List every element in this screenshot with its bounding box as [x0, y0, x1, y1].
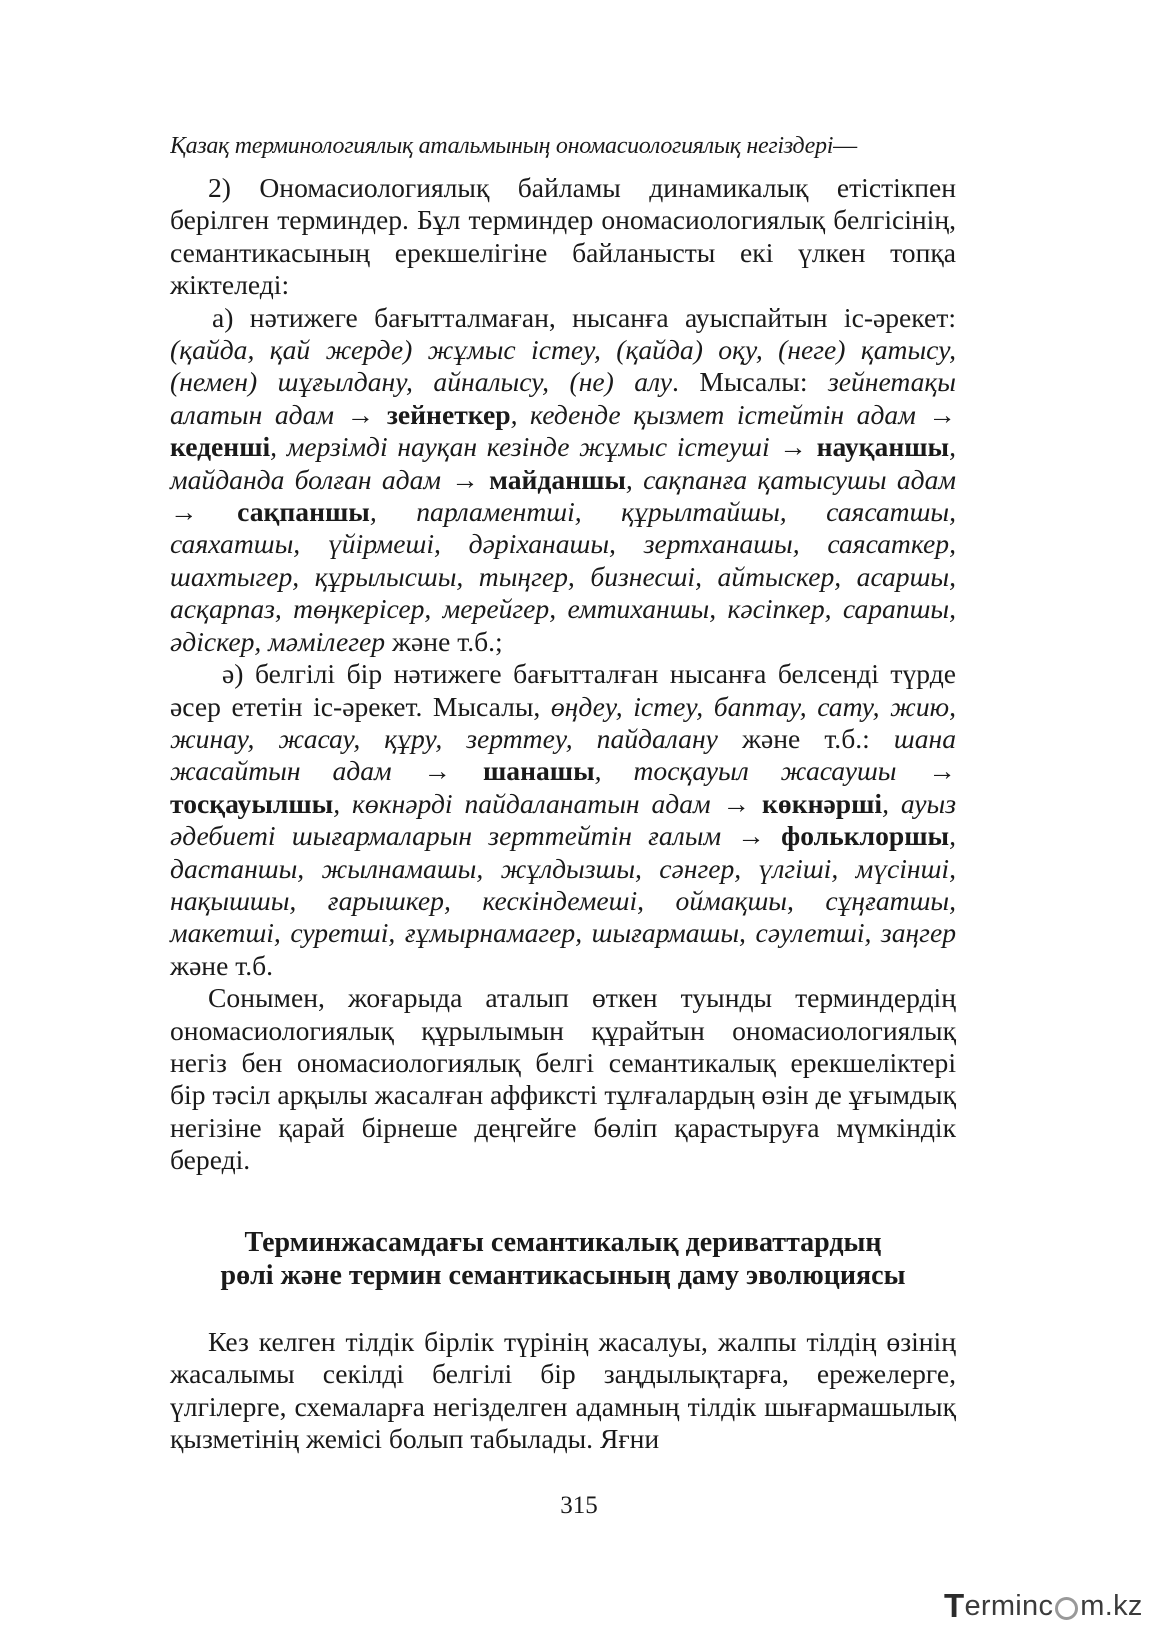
section-heading-line-1: Терминжасамдағы семантикалық дериваттардың [244, 1227, 882, 1258]
bold-term: шанашы [483, 755, 595, 787]
paragraph-ae [170, 658, 956, 982]
text-span: және т.б. [170, 949, 274, 981]
text-span: а) нәтижеге бағытталмаған, нысанға ауыспайтын іс-әрекет: [212, 301, 956, 333]
site-watermark [944, 1588, 1144, 1624]
watermark-t: T [944, 1587, 965, 1624]
italic-span: (қайда, қай жерде) жұмыс істеу, (қайда) оқу, (неге) қатысу, (немен) шұғылдану, айналысу, (не) алу [170, 334, 956, 398]
italic-span: , ауыз әдебиеті шығармаларын зерттейтін ғалым → [170, 787, 956, 852]
running-head-dash: — [833, 133, 857, 159]
italic-span: шана жасайтын адам → [170, 722, 956, 787]
paragraph-2: 2) Ономасиологиялық байламы динамикалық етістікпен берілген терминдер. Бұл терминдер ономасиологиялық белгісінің, семантикасының ерекшелігіне байланысты екі үлкен топқа жіктеледі: [170, 172, 956, 301]
italic-span: , кеденде қызмет істейтін адам → [510, 398, 957, 430]
magnifier-icon [1055, 1597, 1078, 1620]
italic-span: , тосқауыл жасаушы → [594, 755, 956, 787]
italic-span: , мерзімді науқан кезінде жұмыс істеуші → [270, 431, 817, 463]
section-heading-line-2: рөлі және термин семантикасының даму эволюциясы [220, 1260, 906, 1291]
bold-term: науқаншы [816, 431, 950, 463]
bold-term: көкнәрші [762, 787, 883, 819]
italic-span: , дастаншы, жылнамашы, жұлдызшы, сәнгер, үлгіші, мүсінші, нақышшы, ғарышкер, кескіндемеші, оймақшы, сұңғатшы, макетші, суретші, ғұмырнамагер, шығармашы, сәулетші, заңгер [170, 820, 956, 949]
running-head-text: Қазақ терминологиялық атальмының ономасиологиялық негіздері [170, 133, 834, 159]
bold-term: зейнеткер [386, 398, 511, 430]
bold-term: тосқауылшы [170, 787, 334, 819]
text-span: ә) белгілі бір нәтижеге бағытталған нысанға белсенді түрде әсер ететін іс-әрекет. Мысалы, [170, 658, 956, 722]
page-number: 315 [560, 1492, 598, 1519]
italic-span: , көкнәрді пайдаланатын адам → [333, 787, 763, 819]
body-text [170, 172, 956, 1177]
watermark-text-2: m.kz [1080, 1589, 1143, 1622]
italic-span: өңдеу, істеу, баптау, сату, жию, жинау, жасау, құру, зерттеу, пайдалану [170, 690, 956, 754]
watermark-text-1: erminc [964, 1589, 1054, 1622]
paragraph-conclusion: Сонымен, жоғарыда аталып өткен туынды терминдердің ономасиологиялық құрылымын құрайтын ономасиологиялық негіз бен ономасиологиялық белгі семантикалық ерекшеліктері бір тәсіл арқылы жасалған аффиксті тұлғалардың өзін де ұғымдық негізіне қарай бірнеше деңгейге бөліп қарастыруға мүмкіндік береді. [170, 982, 956, 1176]
running-head [170, 133, 958, 160]
section-heading [170, 1226, 956, 1292]
bold-term: сақпаншы [237, 496, 370, 528]
body-text-section [170, 1326, 956, 1456]
paragraph-a [170, 302, 956, 658]
bold-term: майданшы [489, 463, 626, 495]
italic-span: зейнетақы алатын адам → [170, 366, 956, 430]
italic-span: , парламентші, құрылтайшы, саясатшы, саяхатшы, үйірмеші, дәріханашы, зертханашы, саясаткер, шахтыгер, құрылысшы, тыңгер, бизнесші, айтыскер, асаршы, асқарпаз, төңкерісер, мерейгер, емтиханшы, кәсіпкер, сарапшы, әдіскер, мәмілегер [170, 496, 957, 657]
text-span: және т.б.; [385, 625, 503, 657]
bold-term: фольклоршы [781, 820, 950, 852]
italic-span: , майданда болған адам → [170, 431, 956, 495]
text-span: және т.б.: [717, 722, 894, 754]
bold-term: кеденші [170, 431, 271, 463]
italic-span: , сақпанға қатысушы адам → [170, 463, 956, 528]
text-span: . Мысалы: [672, 366, 828, 398]
paragraph-section-intro: Кез келген тілдік бірлік түрінің жасалуы, жалпы тілдің өзінің жасалымы секілді белгілі бір заңдылықтарға, ережелерге, үлгілерге, схемаларға негізделген адамның тілдік шығармашылық қызметінің жемісі болып табылады. Яғни [170, 1326, 956, 1455]
